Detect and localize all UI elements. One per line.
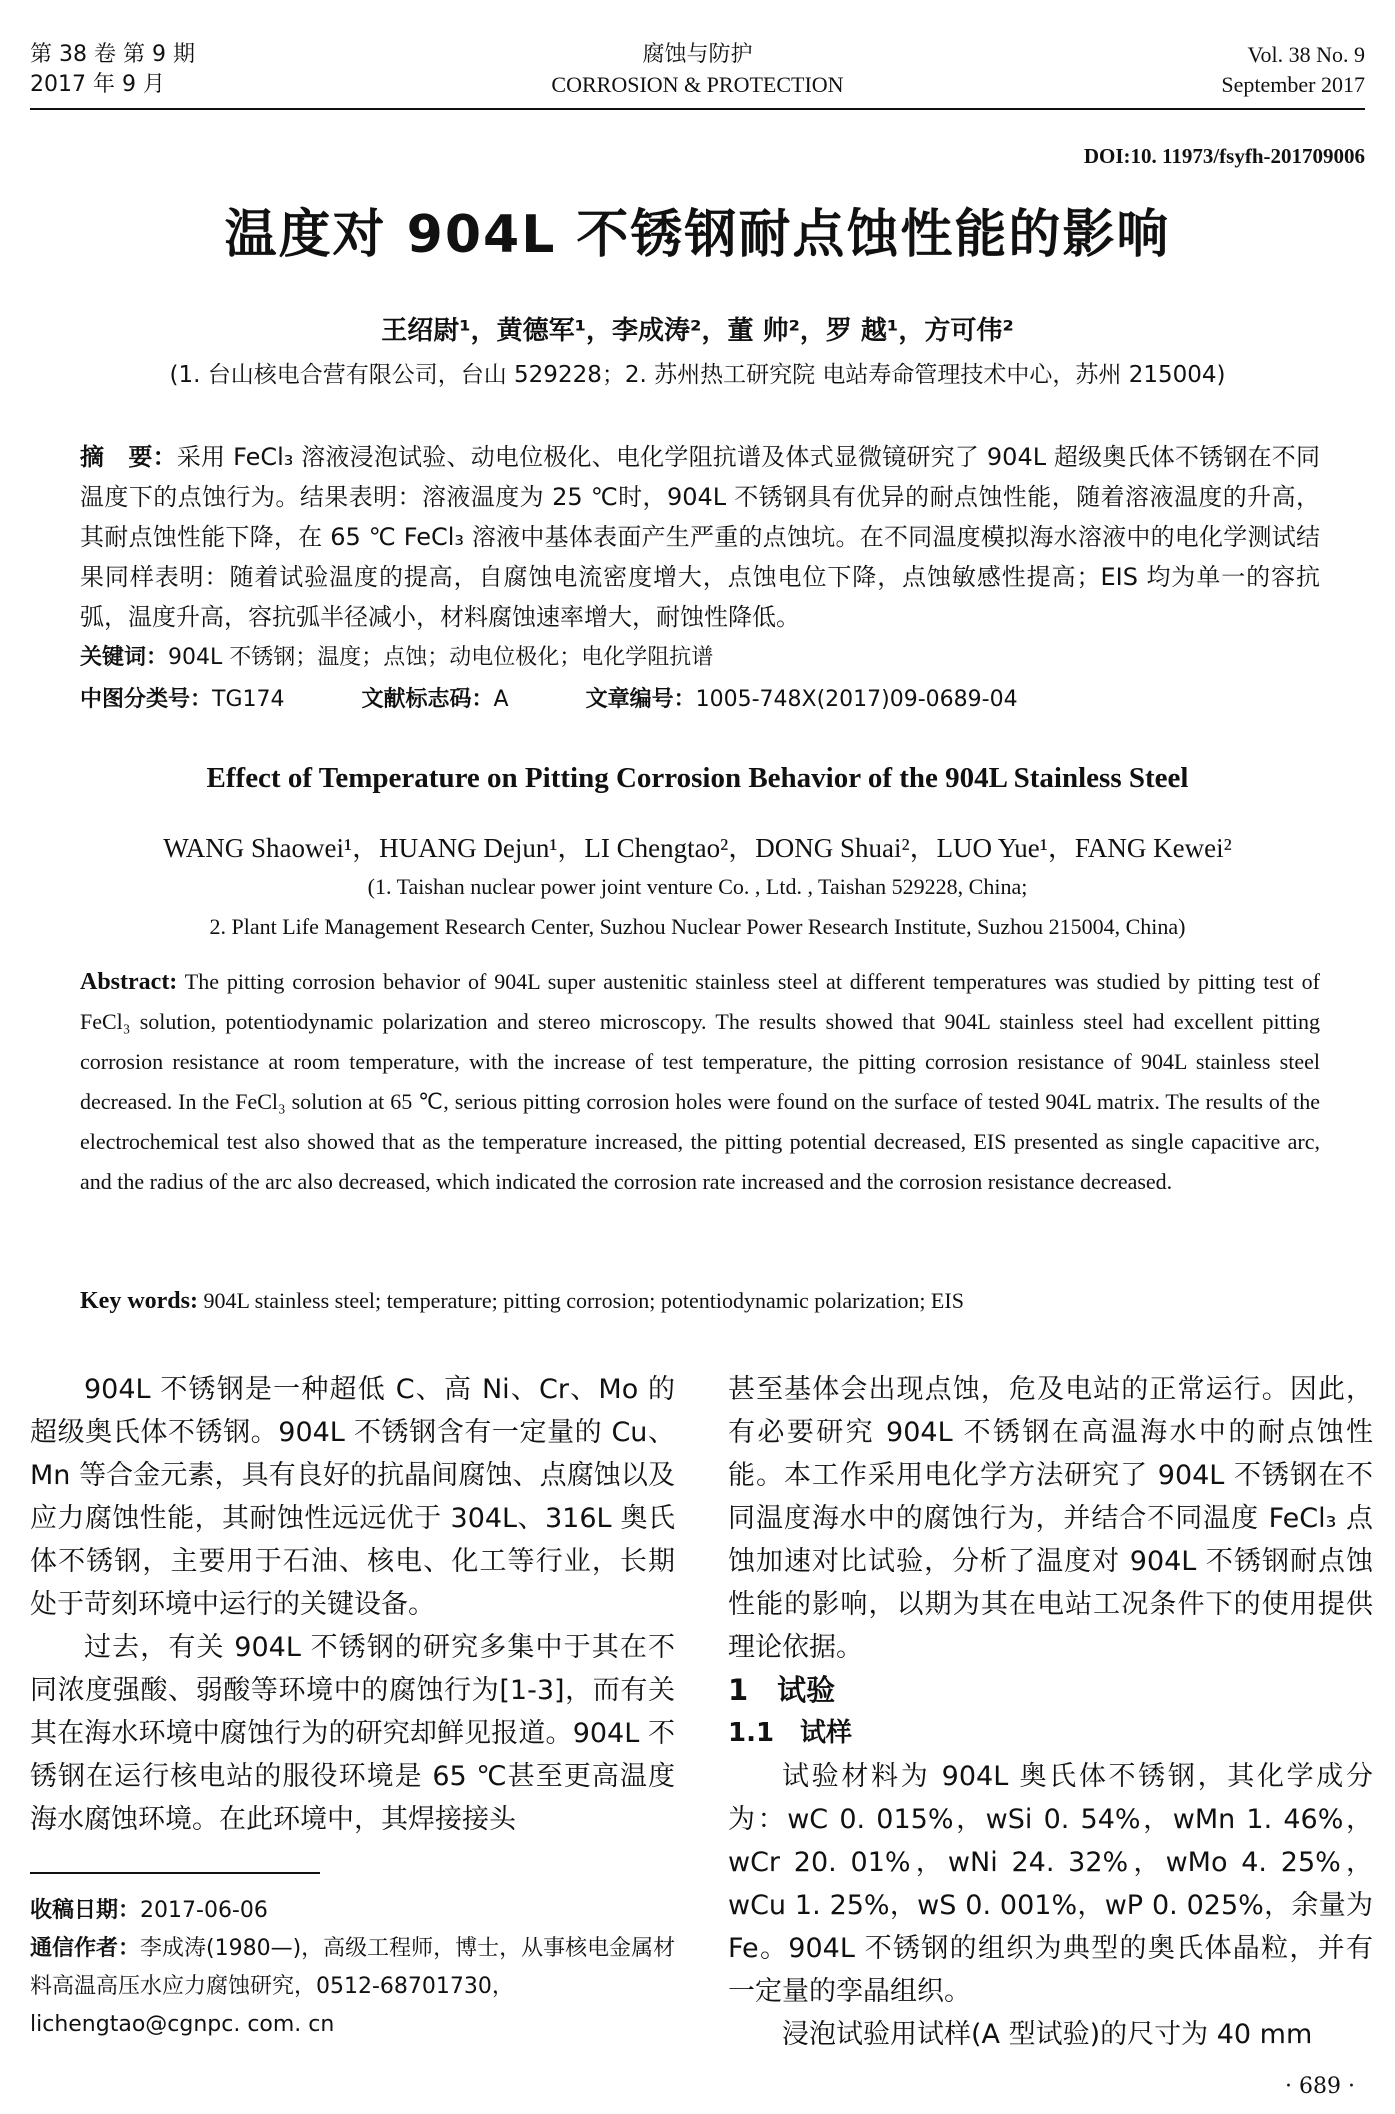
abstract-en <box>80 962 1320 1202</box>
keywords-cn-label: 关键词： <box>80 645 169 670</box>
affiliation-en-2: 2. Plant Life Management Research Center, Suzhou Nuclear Power Research Institute, Suzhou 215004, China) <box>209 914 1186 939</box>
authors-en: WANG Shaowei¹，HUANG Dejun¹，LI Chengtao²，DONG Shuai²，LUO Yue¹，FANG Kewei² <box>163 833 1232 863</box>
body-paragraph: 浸泡试验用试样(A 型试验)的尺寸为 40 mm <box>782 2019 1313 2050</box>
keywords-cn <box>80 640 713 671</box>
abstract-cn-label: 摘 要： <box>80 443 177 471</box>
journal-name-en: CORROSION & PROTECTION <box>551 72 844 97</box>
doc-code-value: A <box>493 687 509 712</box>
classification-line <box>80 682 1320 713</box>
article-number-label: 文章编号： <box>585 687 696 712</box>
title-en: Effect of Temperature on Pitting Corrosion Behavior of the 904L Stainless Steel <box>206 762 1189 794</box>
header-volume-en: Vol. 38 No. 9 <box>1247 42 1365 67</box>
keywords-en <box>80 1288 1340 1315</box>
footnote <box>30 1892 680 2044</box>
body-paragraph: 过去，有关 904L 不锈钢的研究多集中于其在不同浓度强酸、弱酸等环境中的腐蚀行为[1-3]，而有关其在海水环境中腐蚀行为的研究却鲜见报道。904L 不锈钢在运行核电站的服役环境是 65 ℃甚至更高温度海水腐蚀环境。在此环境中，其焊接接头 <box>30 1632 675 1835</box>
header-date-en: September 2017 <box>1221 72 1365 97</box>
header-journal <box>0 40 1395 100</box>
body-paragraph: 试验材料为 904L 奥氏体不锈钢，其化学成分为：wC 0. 015%，wSi 0. 54%，wMn 1. 46%，wCr 20. 01%，wNi 24. 32%，wMo 4. 25%，wCu 1. 25%，wS 0. 001%，wP 0. 025%，余量为 Fe。904L 不锈钢的组织为典型的奥氏体晶粒，并有一定量的孪晶组织。 <box>728 1761 1373 2007</box>
article-number-value: 1005-748X(2017)09-0689-04 <box>695 687 1018 712</box>
clc-value: TG174 <box>212 687 285 712</box>
header-date-cn: 2017 年 9 月 <box>30 72 165 97</box>
abstract-cn <box>80 437 1320 637</box>
header-rule <box>30 108 1365 110</box>
keywords-en-text: 904L stainless steel; temperature; pitting corrosion; potentiodynamic polarization; EIS <box>203 1288 964 1313</box>
header-volume-cn: 第 38 卷 第 9 期 <box>30 42 195 67</box>
affiliation-cn: (1. 台山核电合营有限公司，台山 529228；2. 苏州热工研究院 电站寿命管理技术中心，苏州 215004) <box>169 362 1226 388</box>
doi: DOI:10. 11973/fsyfh-201709006 <box>1083 144 1365 168</box>
abstract-en-text: The pitting corrosion behavior of 904L super austenitic stainless steel at different temperatures was studied by pitting test of FeCl₃ solution, potentiodynamic polarization and stereo microscopy. The results showed that 904L stainless steel had excellent pitting corrosion resistance at room temperature, with the increase of test temperature, the pitting corrosion resistance of 904L stainless steel decreased. In the FeCl₃ solution at 65 ℃, serious pitting corrosion holes were found on the surface of tested 904L matrix. The results of the electrochemical test also showed that as the temperature increased, the pitting potential decreased, EIS presented as single capacitive arc, and the radius of the arc also decreased, which indicated the corrosion rate increased and the corrosion resistance decreased. <box>80 969 1320 1194</box>
corresponding-author-label: 通信作者： <box>30 1936 141 1961</box>
received-label: 收稿日期： <box>30 1898 141 1923</box>
body-paragraph: 甚至基体会出现点蚀，危及电站的正常运行。因此，有必要研究 904L 不锈钢在高温海水中的耐点蚀性能。本工作采用电化学方法研究了 904L 不锈钢在不同温度海水中的腐蚀行为，并结合不同温度 FeCl₃ 点蚀加速对比试验，分析了温度对 904L 不锈钢耐点蚀性能的影响，以期为其在电站工况条件下的使用提供理论依据。 <box>728 1374 1373 1663</box>
corresponding-author-info: 李成涛(1980—)，高级工程师，博士，从事核电金属材料高温高压水应力腐蚀研究，0512-68701730，lichengtao@cgnpc. com. cn <box>30 1936 676 2037</box>
affiliation-en-1: (1. Taishan nuclear power joint venture Co. , Ltd. , Taishan 529228, China; <box>367 874 1028 899</box>
body-left-column <box>30 1368 675 1841</box>
doc-code-label: 文献标志码： <box>361 687 494 712</box>
subsection-heading: 1.1 试样 <box>728 1718 853 1748</box>
section-heading: 1 试验 <box>728 1673 836 1707</box>
keywords-cn-text: 904L 不锈钢；温度；点蚀；动电位极化；电化学阻抗谱 <box>168 645 714 670</box>
journal-name-cn: 腐蚀与防护 <box>642 42 753 67</box>
page-number: · 689 · <box>1285 2074 1355 2099</box>
abstract-en-label: Abstract: <box>80 969 178 995</box>
body-paragraph: 904L 不锈钢是一种超低 C、高 Ni、Cr、Mo 的超级奥氏体不锈钢。904L 不锈钢含有一定量的 Cu、Mn 等合金元素，具有良好的抗晶间腐蚀、点腐蚀以及应力腐蚀性能，其耐蚀性远远优于 304L、316L 奥氏体不锈钢，主要用于石油、核电、化工等行业，长期处于苛刻环境中运行的关键设备。 <box>30 1374 675 1620</box>
abstract-cn-text: 采用 FeCl₃ 溶液浸泡试验、动电位极化、电化学阻抗谱及体式显微镜研究了 904L 超级奥氏体不锈钢在不同温度下的点蚀行为。结果表明：溶液温度为 25 ℃时，904L 不锈钢具有优异的耐点蚀性能，随着溶液温度的升高，其耐点蚀性能下降，在 65 ℃ FeCl₃ 溶液中基体表面产生严重的点蚀坑。在不同温度模拟海水溶液中的电化学测试结果同样表明：随着试验温度的提高，自腐蚀电流密度增大，点蚀电位下降，点蚀敏感性提高；EIS 均为单一的容抗弧，温度升高，容抗弧半径减小，材料腐蚀速率增大，耐蚀性降低。 <box>80 443 1321 631</box>
footnote-rule <box>30 1872 320 1874</box>
received-date: 2017-06-06 <box>140 1898 268 1923</box>
clc-label: 中图分类号： <box>80 687 213 712</box>
page-title: 温度对 904L 不锈钢耐点蚀性能的影响 <box>224 205 1171 265</box>
authors-cn: 王绍尉¹，黄德军¹，李成涛²，董 帅²，罗 越¹，方可伟² <box>381 316 1014 346</box>
body-right-column <box>728 1368 1373 2056</box>
header-issue-en <box>1221 40 1365 100</box>
keywords-en-label: Key words: <box>80 1288 198 1314</box>
